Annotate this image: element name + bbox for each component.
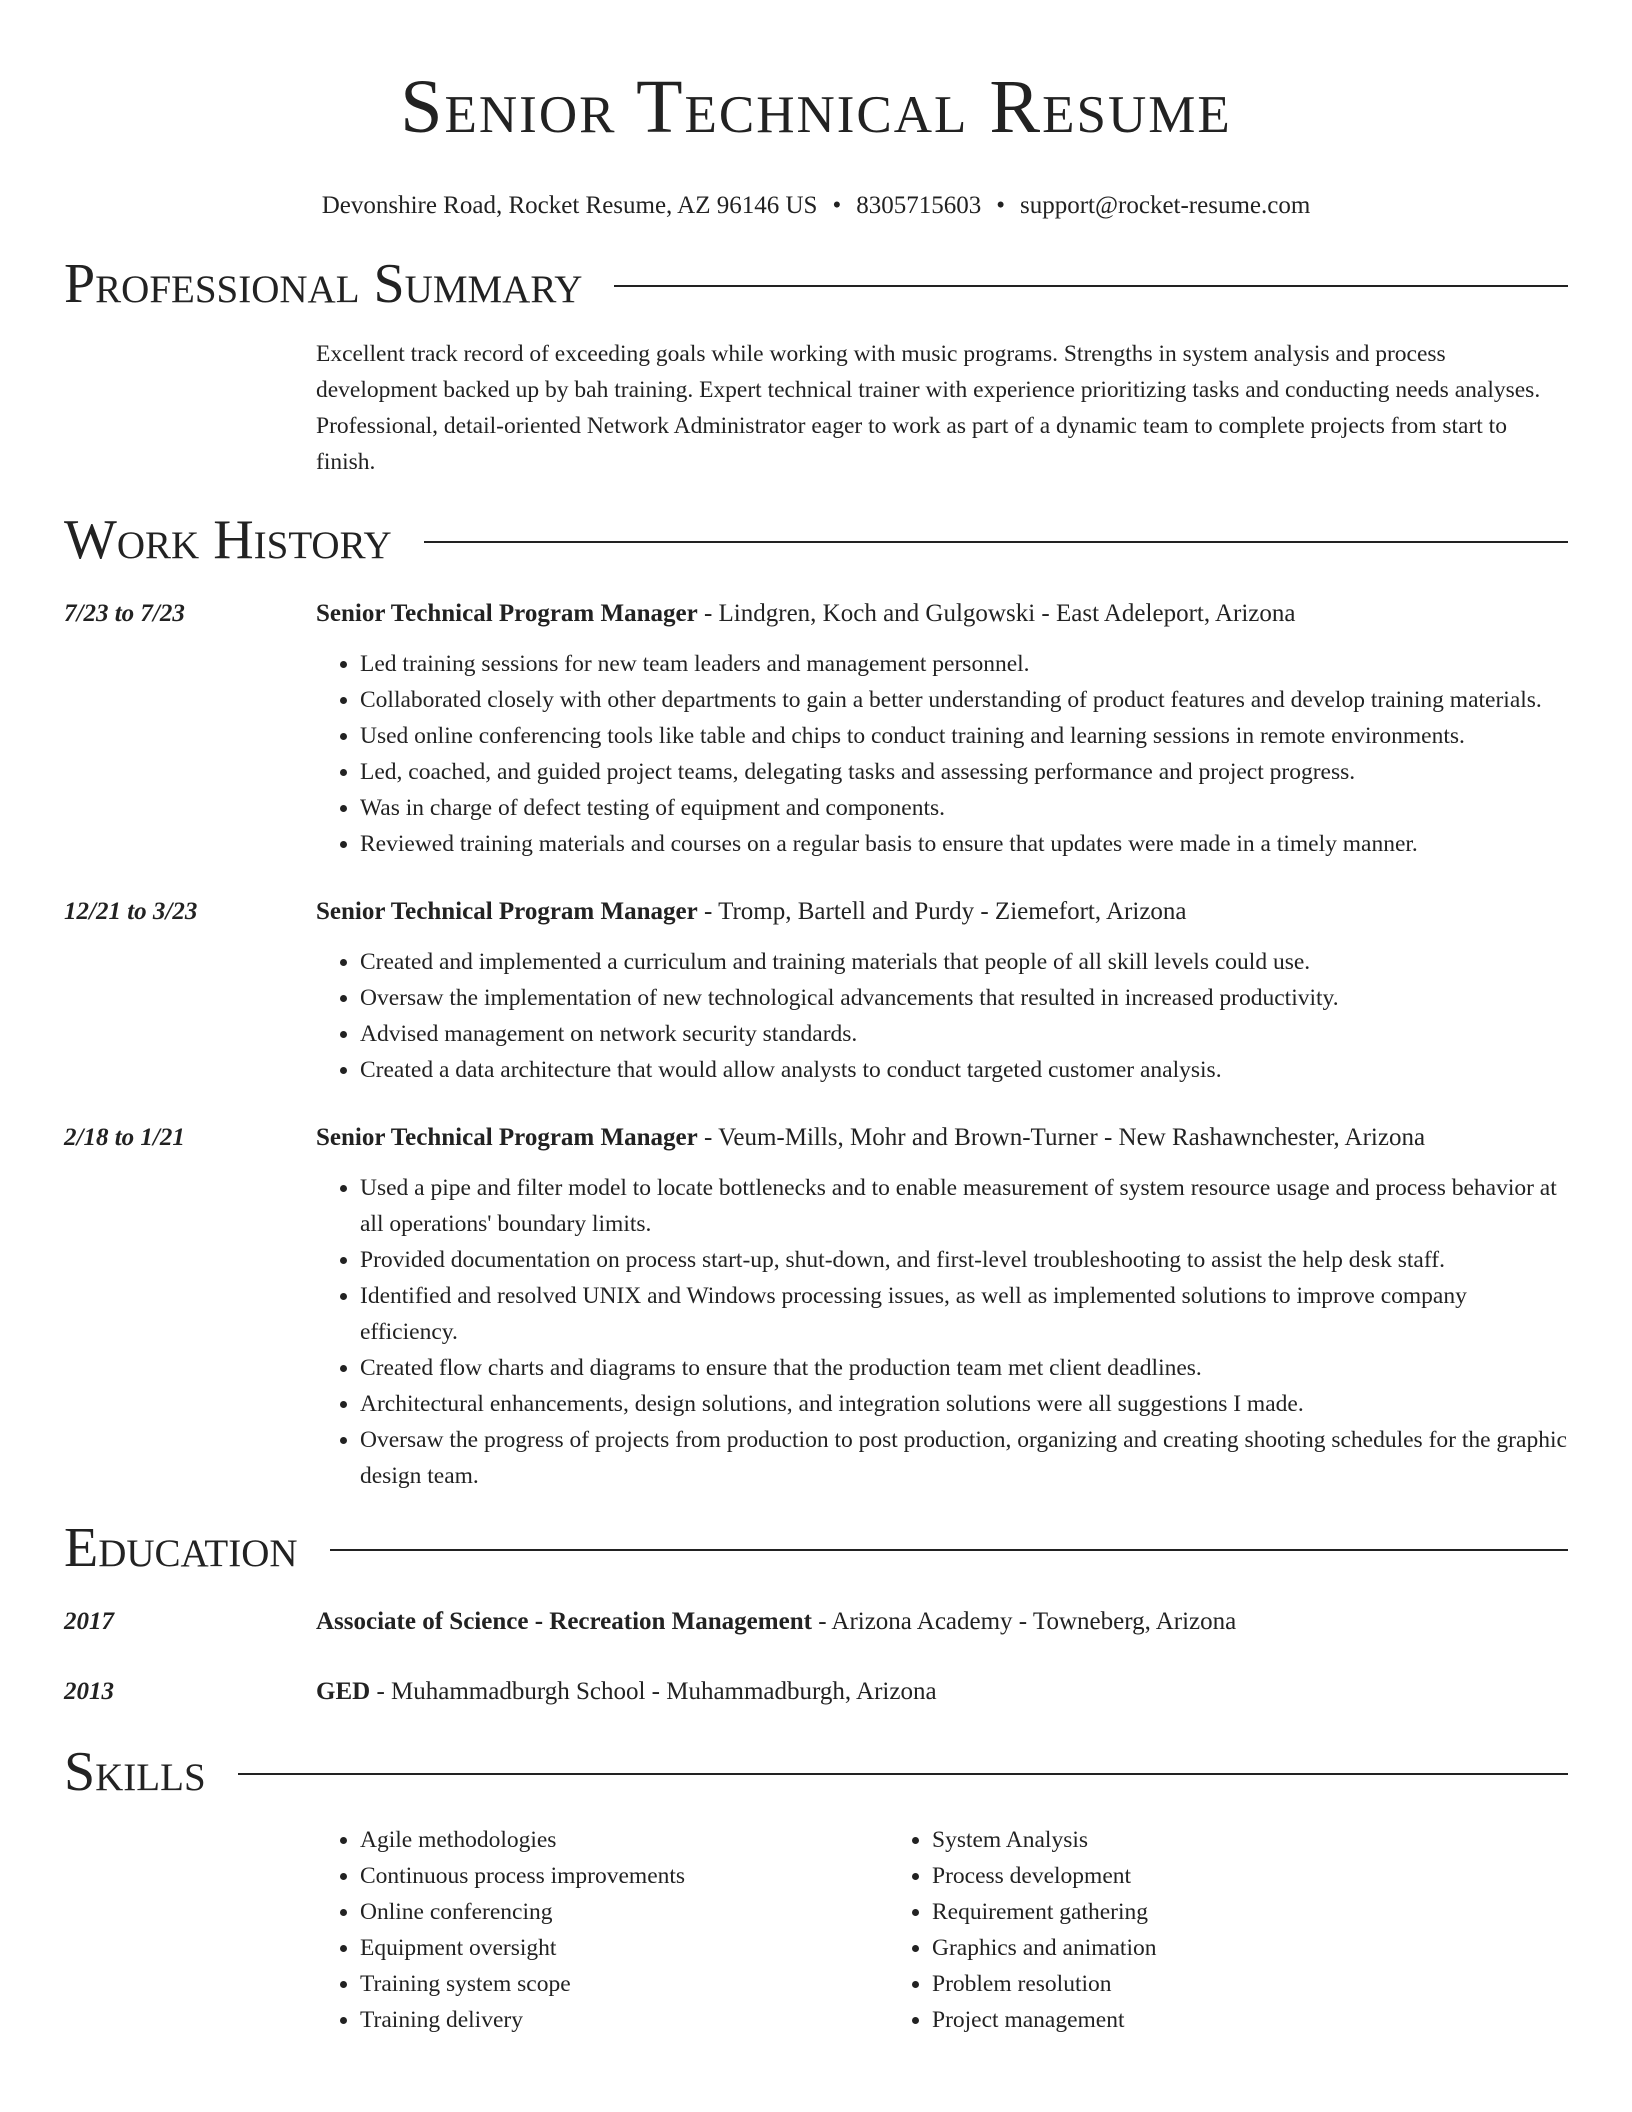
education-degree: GED [316,1678,371,1705]
education-section-header [64,1516,1568,1580]
education-date: 2013 [64,1678,114,1705]
job-duty: • Oversaw the implementation of new technological advancements that resulted in increased productivity. [360,980,1568,1016]
education-heading: Education [64,1517,298,1579]
job-title: Senior Technical Program Manager [316,1124,698,1151]
job-title-line [316,894,1568,930]
skill-item: • Process development [932,1858,1460,1894]
job-title: Senior Technical Program Manager [316,600,698,627]
job-duty: • Oversaw the progress of projects from production to post production, organizing and creating shooting schedules for the graphic design team. [360,1422,1568,1494]
job-title-line [316,596,1568,632]
job-duty: • Collaborated closely with other departments to gain a better understanding of product features and develop training materials. [360,682,1568,718]
job-duty: • Led training sessions for new team leaders and management personnel. [360,646,1568,682]
job-entry [64,1120,1568,1494]
skill-item: • Graphics and animation [932,1930,1460,1966]
job-employer: - Lindgren, Koch and Gulgowski - East Adeleport, Arizona [697,600,1296,627]
skill-item: • Continuous process improvements [360,1858,888,1894]
job-title-line [316,1120,1568,1156]
job-date: 12/21 to 3/23 [64,898,198,925]
job-duty: • Identified and resolved UNIX and Windows processing issues, as well as implemented solutions to improve company efficiency. [360,1278,1568,1350]
section-divider [330,1549,1568,1551]
job-duty: • Provided documentation on process start-up, shut-down, and first-level troubleshooting to assist the help desk staff. [360,1242,1568,1278]
skill-item: • Requirement gathering [932,1894,1460,1930]
skills-section-header [64,1740,1568,1804]
job-date: 7/23 to 7/23 [64,600,185,627]
job-employer: - Tromp, Bartell and Purdy - Ziemefort, Arizona [697,898,1187,925]
summary-text: Excellent track record of exceeding goals while working with music programs. Strengths in system analysis and process development backed up by bah training. Expert technical trainer with experience prioritizing tasks and conducting needs analyses. Professional, detail-oriented Network Administrator eager to work as part of a dynamic team to complete projects from start to finish. [316,341,1541,475]
contact-phone: 8305715603 [856,192,982,219]
job-date: 2/18 to 1/21 [64,1124,185,1151]
work-heading: Work History [64,509,392,571]
education-body [316,1604,1568,1640]
education-title-line [316,1604,1568,1640]
section-divider [238,1773,1568,1775]
contact-line [64,190,1568,222]
skills-heading: Skills [64,1741,206,1803]
section-divider [614,285,1568,287]
job-duties [316,646,1568,862]
job-body [316,894,1568,1088]
job-duty: • Used a pipe and filter model to locate bottlenecks and to enable measurement of system resource usage and process behavior at all operations' boundary limits. [360,1170,1568,1242]
skills-list [316,1822,1568,2038]
job-entry [64,596,1568,862]
job-duty: • Led, coached, and guided project teams, delegating tasks and assessing performance and project progress. [360,754,1568,790]
education-body [316,1674,1568,1710]
resume-title: Senior Technical Resume [400,65,1232,149]
education-title-line [316,1674,1568,1710]
skill-item: • Online conferencing [360,1894,888,1930]
section-divider [424,541,1568,543]
work-section-header [64,508,1568,572]
job-entry [64,894,1568,1088]
skill-item: • Project management [932,2002,1460,2038]
job-duty: • Advised management on network security standards. [360,1016,1568,1052]
contact-email: support@rocket-resume.com [1020,192,1311,219]
skill-item: • Training delivery [360,2002,888,2038]
contact-separator: • [832,192,842,219]
skills-column-left [316,1822,888,2038]
summary-section-header [64,252,1568,316]
job-body [316,1120,1568,1494]
job-duty: • Created flow charts and diagrams to ensure that the production team met client deadlines. [360,1350,1568,1386]
education-school: - Muhammadburgh School - Muhammadburgh, Arizona [370,1678,937,1705]
education-degree: Associate of Science - Recreation Management [316,1608,812,1635]
skills-column-right [888,1822,1460,2038]
job-duty: • Architectural enhancements, design solutions, and integration solutions were all suggestions I made. [360,1386,1568,1422]
skill-item: • System Analysis [932,1822,1460,1858]
job-duty: • Used online conferencing tools like table and chips to conduct training and learning sessions in remote environments. [360,718,1568,754]
skill-item: • Equipment oversight [360,1930,888,1966]
job-duty: • Was in charge of defect testing of equipment and components. [360,790,1568,826]
education-entry [64,1604,1568,1640]
job-duty: • Created a data architecture that would allow analysts to conduct targeted customer analysis. [360,1052,1568,1088]
education-school: - Arizona Academy - Towneberg, Arizona [811,1608,1237,1635]
job-body [316,596,1568,862]
skill-item: • Agile methodologies [360,1822,888,1858]
education-date: 2017 [64,1608,114,1635]
skill-item: • Training system scope [360,1966,888,2002]
job-duty: • Created and implemented a curriculum and training materials that people of all skill levels could use. [360,944,1568,980]
contact-address: Devonshire Road, Rocket Resume, AZ 96146 US [321,192,818,219]
job-duties [316,944,1568,1088]
skill-item: • Problem resolution [932,1966,1460,2002]
job-employer: - Veum-Mills, Mohr and Brown-Turner - New Rashawnchester, Arizona [697,1124,1426,1151]
contact-separator: • [996,192,1005,219]
job-title: Senior Technical Program Manager [316,898,698,925]
job-duty: • Reviewed training materials and courses on a regular basis to ensure that updates were made in a timely manner. [360,826,1568,862]
education-entry [64,1674,1568,1710]
job-duties [316,1170,1568,1494]
summary-heading: Professional Summary [64,253,583,315]
